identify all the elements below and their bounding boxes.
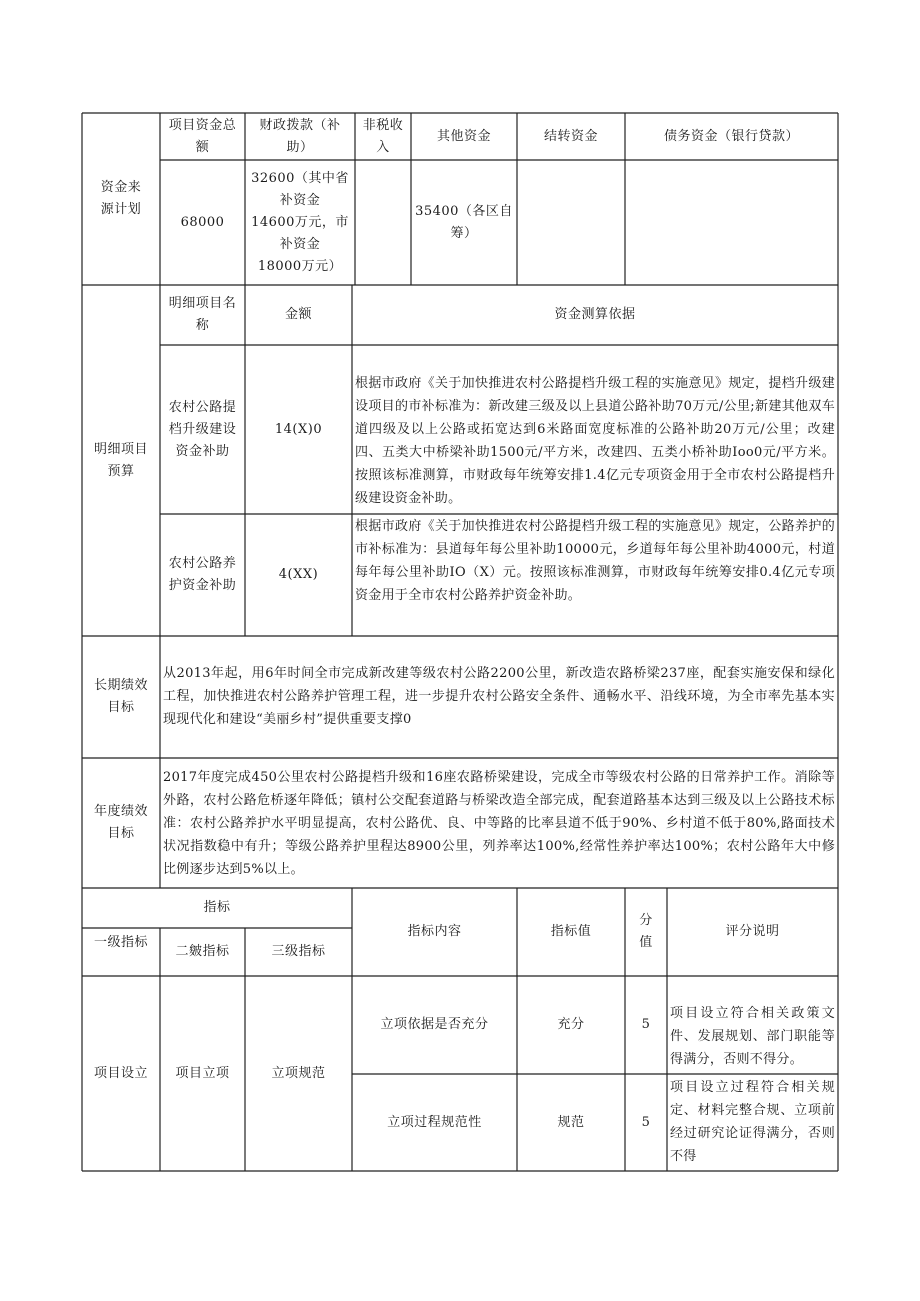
funding-row-label: 资金来 源计划 bbox=[100, 180, 142, 217]
header-scoring-note: 评分说明 bbox=[725, 924, 780, 939]
detail-item-amount: 4(XX) bbox=[278, 567, 319, 582]
detail-item-basis: 根据市政府《关于加快推进农村公路提档升级工程的实施意见》规定，提档升级建设项目的市补标准为：新改建三级及以上县道公路补助70万元/公里;新建其他双车道四级及以上公路或拓宽达到6米路面宽度标准的公路补助20万元/公里；改建四、五类大中桥梁补助1500元/平方米，改建四、五类小桥补助Ioo0元/平方米。按照该标准测算，市财政每年统筹安排1.4亿元专项资金用于全市农村公路提档升级建设资金补助。 bbox=[355, 376, 835, 506]
indicator-content: 立项依据是否充分 bbox=[380, 1017, 489, 1032]
detail-item-name: 农村公路提 档升级建设 资金补助 bbox=[168, 399, 237, 459]
indicator-value: 充分 bbox=[557, 1017, 585, 1032]
detail-row-label: 明细项目 预算 bbox=[93, 441, 148, 479]
indicator-note: 项目设立过程符合相关规定、材料完整合规、立项前经过研究论证得满分，否则不得 bbox=[670, 1080, 835, 1164]
header-detail-amount: 金额 bbox=[284, 307, 312, 322]
header-fiscal-allocation: 财政拨款（补 助） bbox=[259, 117, 341, 155]
indicator-content: 立项过程规范性 bbox=[387, 1114, 482, 1130]
header-carryover-funds: 结转资金 bbox=[543, 128, 598, 144]
nontax-income-value bbox=[355, 160, 411, 285]
long-term-goal-label: 长期绩效 目标 bbox=[93, 678, 148, 715]
indicator-note: 项目设立符合相关政策文件、发展规划、部门职能等得满分，否则不得分。 bbox=[670, 1006, 835, 1067]
indicator-level2: 项目立项 bbox=[175, 1065, 230, 1081]
header-detail-item-name: 明细项目名 称 bbox=[168, 296, 237, 333]
detail-item-amount: 14(X)0 bbox=[274, 421, 323, 437]
header-indicator-content: 指标内容 bbox=[407, 924, 462, 939]
header-indicator-value: 指标值 bbox=[550, 924, 592, 939]
fiscal-allocation-value: 32600（其中省 补资金 14600万元，市 补资金 18000万元） bbox=[251, 170, 349, 274]
header-level2: 二皴指标 bbox=[175, 944, 230, 959]
annual-goal-label: 年度绩效 目标 bbox=[93, 804, 148, 841]
indicator-level3: 立项规范 bbox=[271, 1065, 326, 1081]
header-nontax-income: 非税收 入 bbox=[362, 117, 404, 155]
indicator-score: 5 bbox=[641, 1017, 651, 1032]
header-other-funds: 其他资金 bbox=[436, 128, 491, 144]
header-total-funds: 项目资金总 额 bbox=[168, 117, 237, 155]
debt-funds-value bbox=[625, 160, 838, 285]
detail-item-basis: 根据市政府《关于加快推进农村公路提档升级工程的实施意见》规定，公路养护的市补标准为：县道每年每公里补助10000元，乡道每年每公里补助4000元，村道每年每公里补助IO（X）元。按照该标准测算，市财政每年统筹安排0.4亿元专项资金用于全市农村公路养护资金补助。 bbox=[355, 519, 835, 603]
indicator-level1: 项目设立 bbox=[93, 1065, 148, 1081]
indicator-value: 规范 bbox=[557, 1114, 585, 1130]
header-level1: 一级指标 bbox=[93, 935, 148, 950]
header-debt-funds: 债务资金（银行贷款） bbox=[663, 128, 799, 144]
total-funds-value: 68000 bbox=[180, 214, 225, 230]
header-score: 分 值 bbox=[639, 913, 653, 950]
detail-item-name: 农村公路养 护资金补助 bbox=[168, 556, 237, 593]
other-funds-value: 35400（各区自 筹） bbox=[415, 203, 513, 241]
indicator-score: 5 bbox=[641, 1114, 651, 1130]
header-level3: 三级指标 bbox=[271, 944, 326, 959]
indicator-group-header: 指标 bbox=[203, 900, 231, 915]
long-term-goal-text: 从2013年起，用6年时间全市完成新改建等级农村公路2200公里，新改造农路桥梁237座，配套实施安保和绿化工程，加快推进农村公路养护管理工程，进一步提升农村公路安全条件、通畅水平、沿线环境，为全市率先基本实现现代化和建设“美丽乡村”提供重要支撑0 bbox=[163, 666, 835, 727]
carryover-funds-value bbox=[517, 160, 625, 285]
annual-goal-text: 2017年度完成450公里农村公路提档升级和16座农路桥梁建设，完成全市等级农村公路的日常养护工作。消除等外路，农村公路危桥逐年降低；镇村公交配套道路与桥梁改造全部完成，配套道路基本达到三级及以上公路技术标准：农村公路养护水平明显提高，农村公路优、良、中等路的比率县道不低于90%、乡村道不低于80%,路面技术状况指数稳中有升；等级公路养护里程达8900公里，列养率达100%,经常性养护率达100%；农村公路年大中修比例逐步达到5%以上。 bbox=[163, 770, 835, 877]
header-detail-basis: 资金测算依据 bbox=[554, 307, 636, 322]
